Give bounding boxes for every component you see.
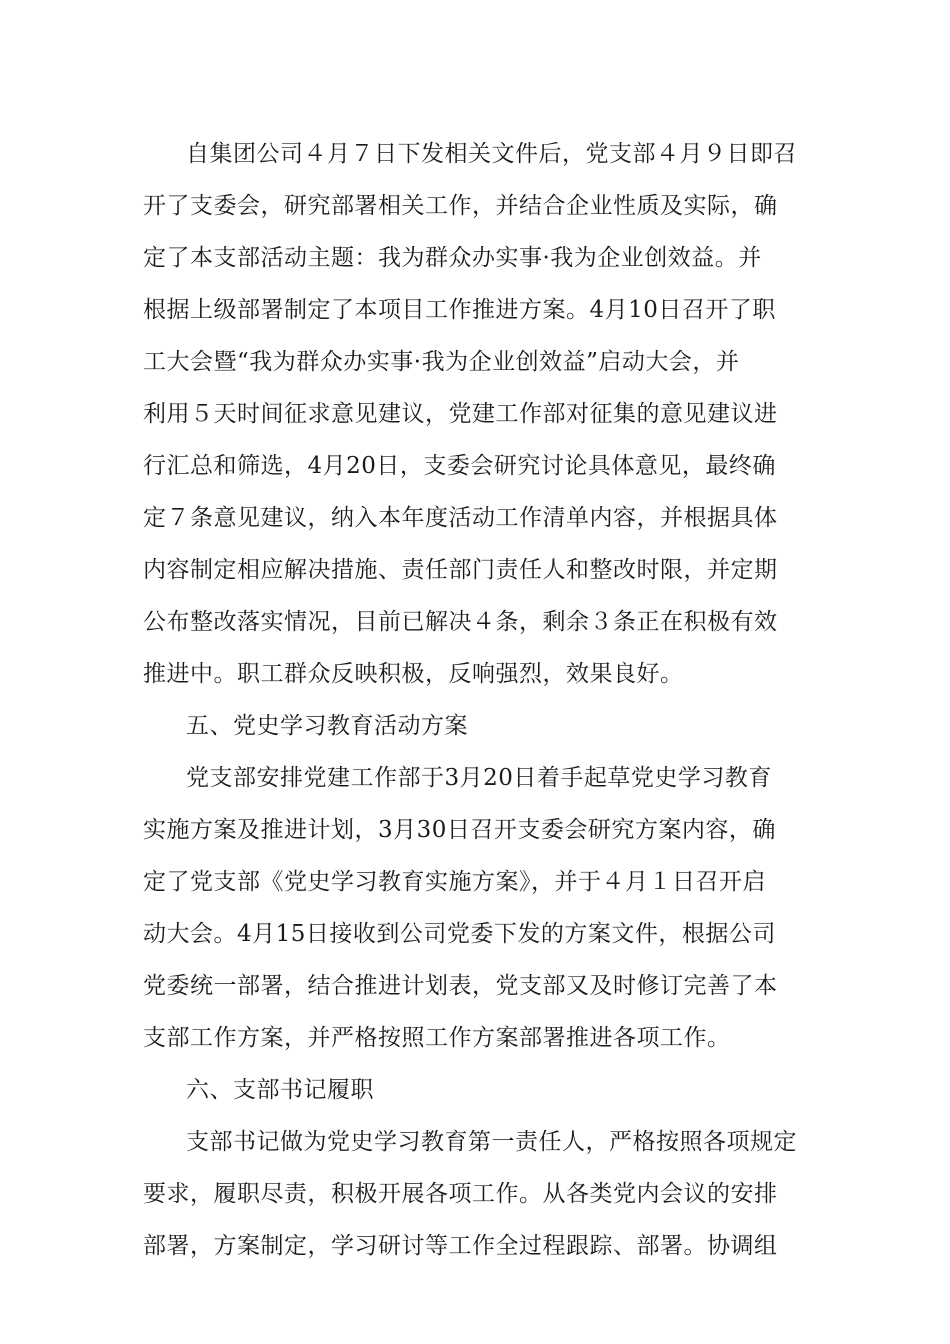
section-heading: 六、支部书记履职 bbox=[186, 1077, 374, 1103]
paragraph-line: 部署，方案制定，学习研讨等工作全过程跟踪、部署。协调组 bbox=[143, 1233, 778, 1259]
paragraph-line: 党支部安排党建工作部于3月20日着手起草党史学习教育 bbox=[186, 765, 772, 791]
paragraph-line: 实施方案及推进计划，3月30日召开支委会研究方案内容，确 bbox=[143, 817, 776, 843]
document-body bbox=[143, 128, 807, 1272]
section-heading: 五、党史学习教育活动方案 bbox=[186, 713, 468, 739]
paragraph-line: 利用５天时间征求意见建议，党建工作部对征集的意见建议进 bbox=[143, 401, 778, 427]
paragraph-line: 开了支委会，研究部署相关工作，并结合企业性质及实际，确 bbox=[143, 193, 778, 219]
paragraph-line: 党委统一部署，结合推进计划表，党支部又及时修订完善了本 bbox=[143, 973, 778, 999]
paragraph-line: 公布整改落实情况，目前已解决４条，剩余３条正在积极有效 bbox=[143, 609, 778, 635]
paragraph-line: 定了本支部活动主题：我为群众办实事·我为企业创效益。并 bbox=[143, 245, 762, 271]
paragraph-line: 工大会暨“我为群众办实事·我为企业创效益”启动大会，并 bbox=[143, 349, 740, 375]
paragraph-line: 要求，履职尽责，积极开展各项工作。从各类党内会议的安排 bbox=[143, 1181, 778, 1207]
paragraph-line: 自集团公司４月７日下发相关文件后，党支部４月９日即召 bbox=[186, 141, 797, 167]
paragraph-line: 根据上级部署制定了本项目工作推进方案。4月10日召开了职 bbox=[143, 297, 776, 323]
paragraph-line: 动大会。4月15日接收到公司党委下发的方案文件，根据公司 bbox=[143, 921, 776, 947]
paragraph-line: 推进中。职工群众反映积极，反响强烈，效果良好。 bbox=[143, 661, 684, 687]
paragraph-line: 定７条意见建议，纳入本年度活动工作清单内容，并根据具体 bbox=[143, 505, 778, 531]
paragraph-line: 定了党支部《党史学习教育实施方案》，并于４月１日召开启 bbox=[143, 869, 766, 895]
paragraph-line: 行汇总和筛选，4月20日，支委会研究讨论具体意见，最终确 bbox=[143, 453, 776, 479]
paragraph-line: 内容制定相应解决措施、责任部门责任人和整改时限，并定期 bbox=[143, 557, 778, 583]
paragraph-line: 支部书记做为党史学习教育第一责任人，严格按照各项规定 bbox=[186, 1129, 797, 1155]
paragraph-line: 支部工作方案，并严格按照工作方案部署推进各项工作。 bbox=[143, 1025, 731, 1051]
